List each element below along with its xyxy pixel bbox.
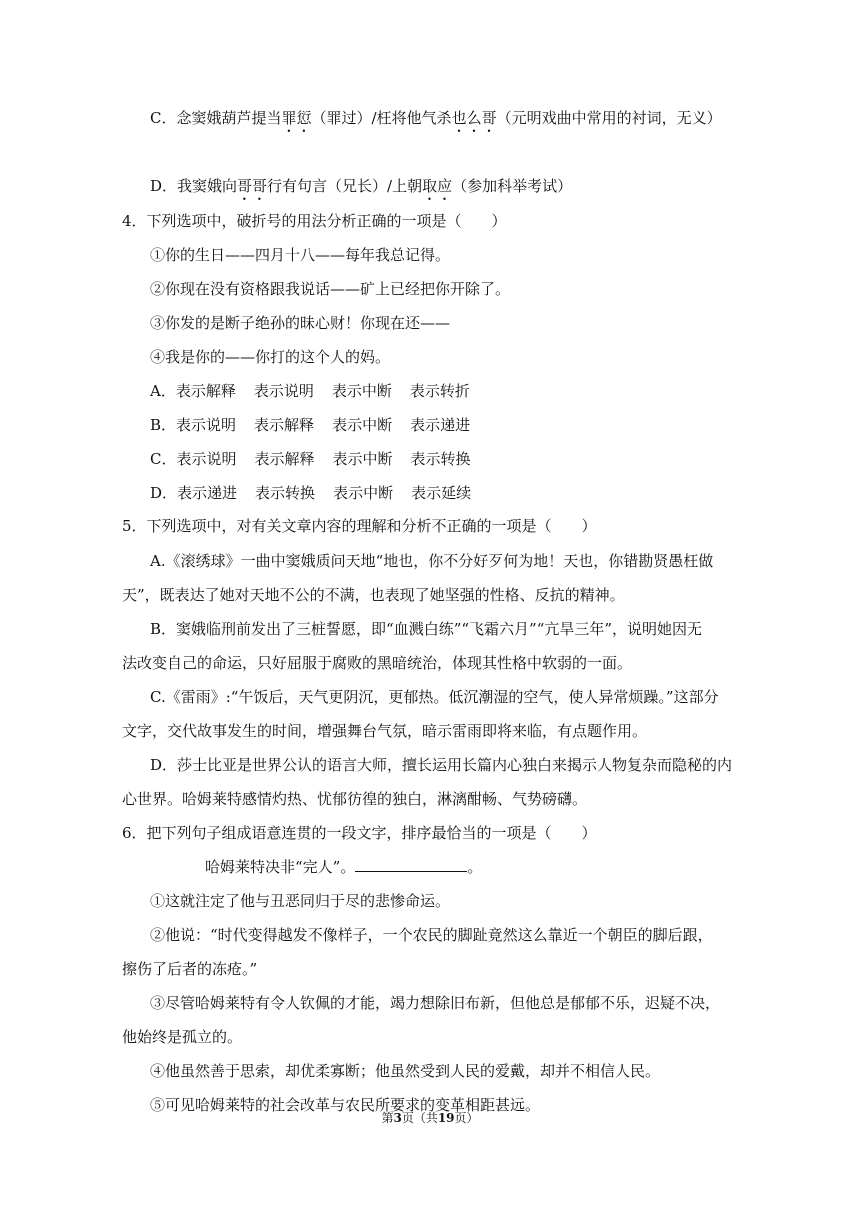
q5-option-d-line: D．莎士比亚是世界公认的语言大师，擅长运用长篇内心独白来揭示人物复杂而隐秘的内 <box>150 756 733 774</box>
q4-item: ②你现在没有资格跟我说话——矿上已经把你开除了。 <box>150 280 511 298</box>
page-footer: 第3页（共19页） <box>381 1111 479 1125</box>
emphasis-word: 也么哥 <box>451 109 497 127</box>
q6-sentence: ④他虽然善于思索，却优柔寡断；他虽然受到人民的爱戴，却并不相信人民。 <box>150 1062 661 1080</box>
emphasis-word: 罪愆 <box>281 109 312 127</box>
q5-option-a-line: A.《滚绣球》一曲中窦娥质问天地“地也，你不分好歹何为地！天也，你错勘贤愚枉做 <box>150 552 714 570</box>
page-total: 19 <box>437 1111 455 1125</box>
q6-sentence: 他始终是孤立的。 <box>122 1028 243 1046</box>
q4-item: ③你发的是断子绝孙的昧心财！你现在还—— <box>150 314 451 332</box>
q4-option-d: D．表示递进 表示转换 表示中断 表示延续 <box>150 484 472 502</box>
q5-option-b-line: B．窦娥临刑前发出了三桩誓愿，即“血溅白练”“飞霜六月”“亢旱三年”，说明她因无 <box>150 620 703 638</box>
q5-option-c-line: 文字，交代故事发生的时间，增强舞台气氛，暗示雷雨即将来临，有点题作用。 <box>122 722 648 740</box>
q4-item: ①你的生日——四月十八——每年我总记得。 <box>150 246 451 264</box>
q4-stem: 4．下列选项中，破折号的用法分析正确的一项是（ ） <box>122 212 507 230</box>
q4-option-a: A．表示解释 表示说明 表示中断 表示转折 <box>150 382 470 400</box>
q5-stem: 5．下列选项中，对有关文章内容的理解和分析不正确的一项是（ ） <box>122 517 597 535</box>
q6-sentence: ⑤可见哈姆莱特的社会改革与农民所要求的变革相距甚远。 <box>150 1096 541 1114</box>
q6-sentence: ③尽管哈姆莱特有令人钦佩的才能，竭力想除旧布新，但他总是郁郁不乐，迟疑不决， <box>150 994 721 1012</box>
q4-item: ④我是你的——你打的这个人的妈。 <box>150 348 391 366</box>
page-number: 3 <box>393 1111 402 1125</box>
q6-sentence: 擦伤了后者的冻疮。” <box>122 960 258 978</box>
q4-option-b: B．表示说明 表示解释 表示中断 表示递进 <box>150 416 471 434</box>
emphasis-word: 哥哥 <box>237 177 268 195</box>
q3-option-d: D．我窦娥向哥哥行有句言（兄长）/上朝取应（参加科举考试） <box>150 177 573 195</box>
q4-option-c: C．表示说明 表示解释 表示中断 表示转换 <box>150 450 471 468</box>
answer-blank <box>355 857 467 872</box>
q3-option-c: C．念窦娥葫芦提当罪愆（罪过）/枉将他气杀也么哥（元明戏曲中常用的衬词，无义） <box>150 109 722 127</box>
q6-stem: 6．把下列句子组成语意连贯的一段文字，排序最恰当的一项是（ ） <box>122 824 597 842</box>
q5-option-d-line: 心世界。哈姆莱特感情灼热、忧郁彷徨的独白，淋漓酣畅、气势磅礴。 <box>122 790 588 808</box>
q6-lead-sentence: 哈姆莱特决非“完人”。 。 <box>205 858 483 876</box>
emphasis-word: 取应 <box>422 177 453 195</box>
q5-option-a-line: 天”，既表达了她对天地不公的不满，也表现了她坚强的性格、反抗的精神。 <box>122 586 625 604</box>
q6-sentence: ①这就注定了他与丑恶同归于尽的悲惨命运。 <box>150 892 451 910</box>
q5-option-c-line: C.《雷雨》:“午饭后，天气更阴沉，更郁热。低沉潮湿的空气，使人异常烦躁。”这部分 <box>150 688 719 706</box>
q5-option-b-line: 法改变自己的命运，只好屈服于腐败的黑暗统治，体现其性格中软弱的一面。 <box>122 654 633 672</box>
q6-sentence: ②他说：“时代变得越发不像样子，一个农民的脚趾竟然这么靠近一个朝臣的脚后跟， <box>150 926 713 944</box>
